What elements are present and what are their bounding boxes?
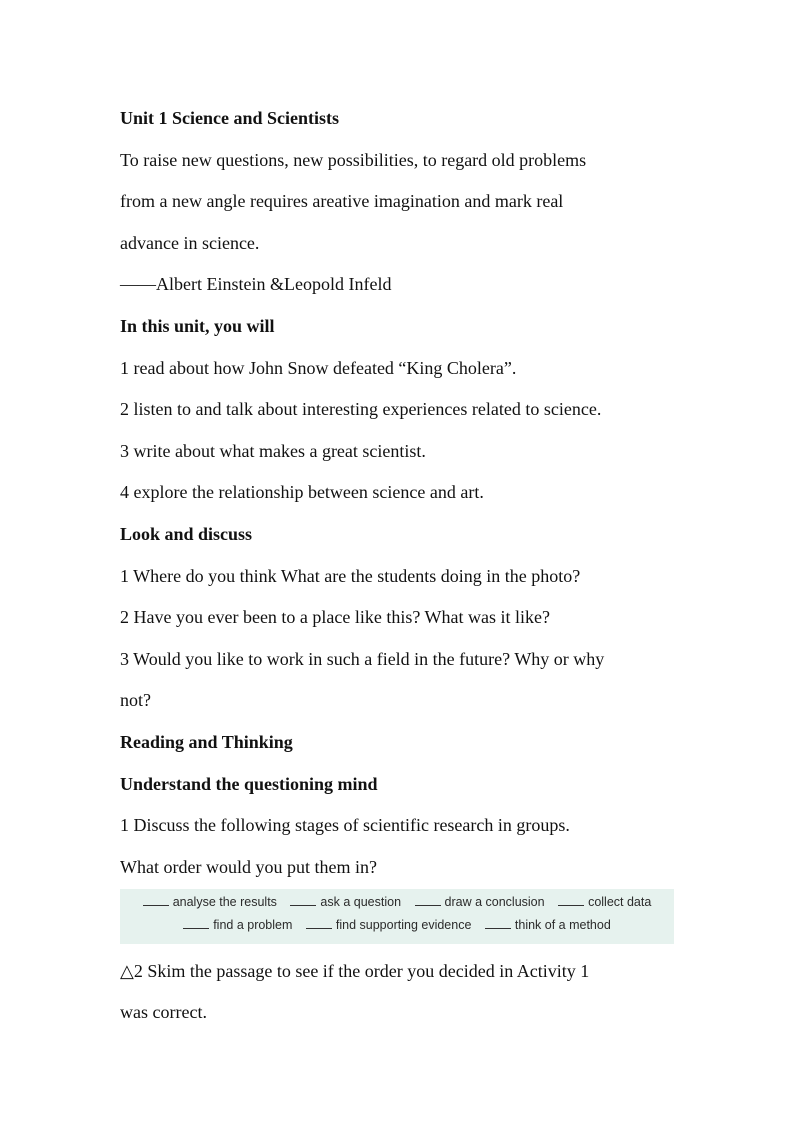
activity-1-instruction: 1 Discuss the following stages of scientific research in groups. <box>120 815 570 835</box>
stage-item: find a problem <box>183 918 292 932</box>
answer-blank[interactable] <box>415 904 441 906</box>
quote-line-2: from a new angle requires areative imagination and mark real <box>120 191 564 211</box>
stage-item: ask a question <box>290 895 401 909</box>
answer-blank[interactable] <box>290 904 316 906</box>
activity-2-instruction: △2 Skim the passage to see if the order you decided in Activity 1 <box>120 961 590 981</box>
stages-row-2 <box>120 918 674 932</box>
activity-1-question: What order would you put them in? <box>120 857 377 877</box>
discuss-question-1: 1 Where do you think What are the students doing in the photo? <box>120 566 581 586</box>
reading-subheading: Understand the questioning mind <box>120 774 378 794</box>
look-discuss-heading: Look and discuss <box>120 524 253 544</box>
quote-line-3: advance in science. <box>120 233 260 253</box>
stage-item: collect data <box>558 895 651 909</box>
unit-goals-heading: In this unit, you will <box>120 316 275 336</box>
stage-item: draw a conclusion <box>415 895 545 909</box>
unit-goal-item: 4 explore the relationship between science and art. <box>120 482 484 502</box>
answer-blank[interactable] <box>183 927 209 929</box>
stages-row-1 <box>120 895 674 909</box>
unit-goal-item: 1 read about how John Snow defeated “King Cholera”. <box>120 358 517 378</box>
unit-goal-item: 3 write about what makes a great scientist. <box>120 441 426 461</box>
quote-line-1: To raise new questions, new possibilities, to regard old problems <box>120 150 587 170</box>
stage-item: analyse the results <box>143 895 277 909</box>
stage-item: find supporting evidence <box>306 918 472 932</box>
answer-blank[interactable] <box>558 904 584 906</box>
research-stages-box <box>120 889 674 944</box>
reading-heading: Reading and Thinking <box>120 732 293 752</box>
answer-blank[interactable] <box>143 904 169 906</box>
unit-title: Unit 1 Science and Scientists <box>120 108 340 128</box>
quote-attribution: ——Albert Einstein &Leopold Infeld <box>120 274 392 294</box>
unit-goal-item: 2 listen to and talk about interesting experiences related to science. <box>120 399 602 419</box>
discuss-question-2: 2 Have you ever been to a place like this? What was it like? <box>120 607 551 627</box>
activity-2-instruction-cont: was correct. <box>120 1002 207 1022</box>
discuss-question-3-cont: not? <box>120 690 151 710</box>
answer-blank[interactable] <box>485 927 511 929</box>
answer-blank[interactable] <box>306 927 332 929</box>
discuss-question-3: 3 Would you like to work in such a field in the future? Why or why <box>120 649 605 669</box>
stage-item: think of a method <box>485 918 611 932</box>
